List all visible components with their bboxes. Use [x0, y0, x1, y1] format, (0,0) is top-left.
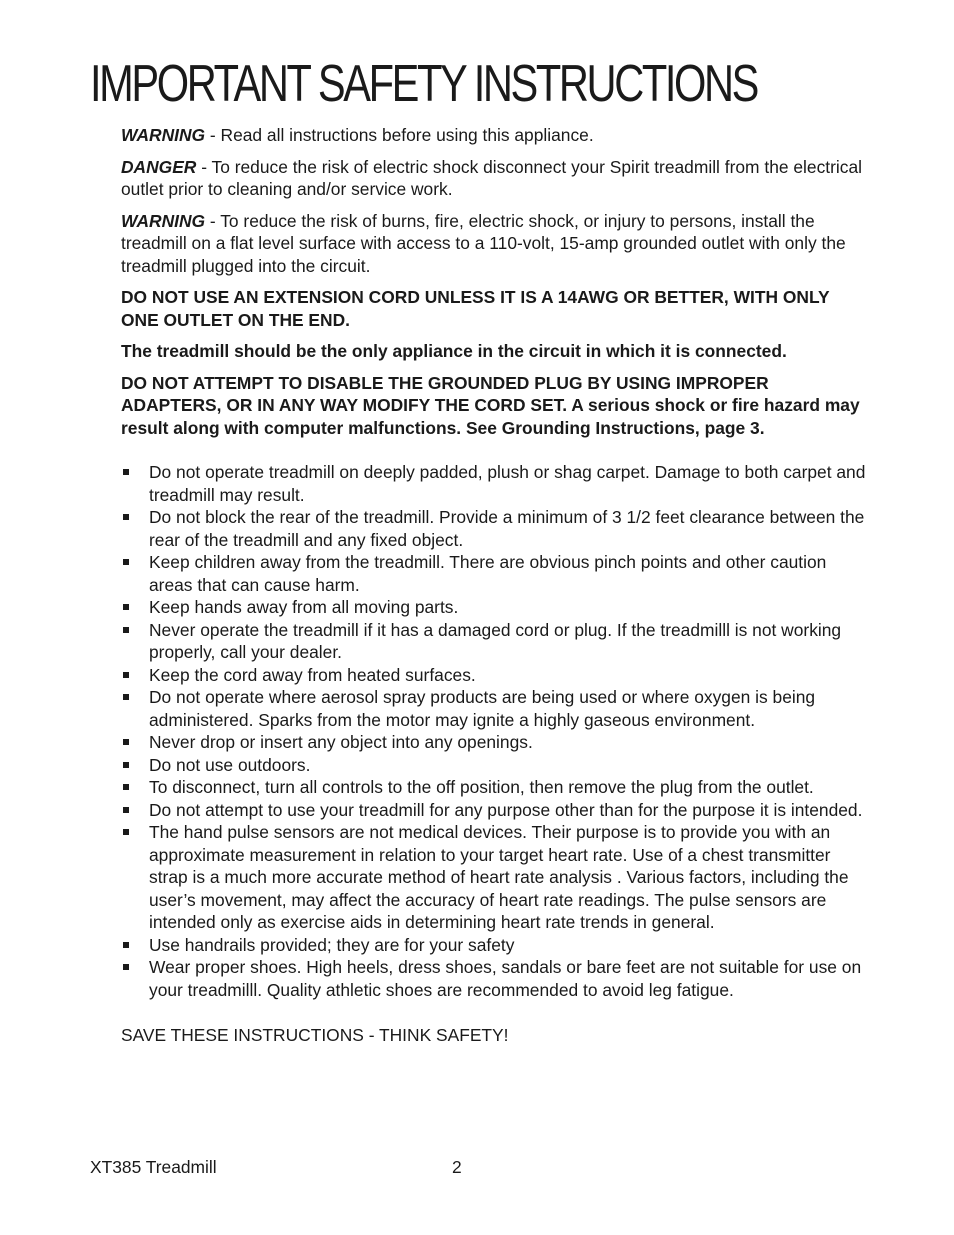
warning-paragraph-1	[121, 124, 866, 147]
bullet-icon	[123, 694, 129, 700]
list-item: Do not operate where aerosol spray products are being used or where oxygen is being administered. Sparks from the motor may ignite a highly gaseous environment.	[121, 686, 866, 731]
circuit-note: The treadmill should be the only appliance in the circuit in which it is connected.	[121, 341, 787, 361]
list-item: Keep the cord away from heated surfaces.	[121, 664, 866, 687]
bullet-icon	[123, 514, 129, 520]
bullet-icon	[123, 469, 129, 475]
warning-paragraph-2	[121, 210, 866, 278]
bullet-icon	[123, 964, 129, 970]
bullet-icon	[123, 942, 129, 948]
bullet-icon	[123, 762, 129, 768]
bullet-icon	[123, 739, 129, 745]
list-item: To disconnect, turn all controls to the off position, then remove the plug from the outlet.	[121, 776, 866, 799]
warning-label: WARNING	[121, 210, 206, 231]
list-item: Wear proper shoes. High heels, dress shoes, sandals or bare feet are not suitable for use on your treadmilll. Quality athletic shoes are recommended to avoid leg fatigue.	[121, 956, 866, 1001]
list-item: The hand pulse sensors are not medical devices. Their purpose is to provide you with an approximate measurement in relation to your target heart rate. Use of a chest transmitter strap is a much more accurate method of heart rate analysis . Various factors, including the user’s movement, may affect the accuracy of heart rate readings. The pulse sensors are intended only as exercise aids in determining heart rate trends in general.	[121, 821, 866, 934]
list-item: Do not block the rear of the treadmill. Provide a minimum of 3 1/2 feet clearance between the rear of the treadmill and any fixed object.	[121, 506, 866, 551]
list-item: Never drop or insert any object into any openings.	[121, 731, 866, 754]
warning-text: - Read all instructions before using this appliance.	[205, 125, 594, 145]
danger-label: DANGER	[121, 156, 197, 177]
list-item: Use handrails provided; they are for your safety	[121, 934, 866, 957]
list-item: Never operate the treadmill if it has a damaged cord or plug. If the treadmilll is not working properly, call your dealer.	[121, 619, 866, 664]
bullet-icon	[123, 672, 129, 678]
danger-text: - To reduce the risk of electric shock disconnect your Spirit treadmill from the electrical outlet prior to cleaning and/or service work.	[121, 156, 862, 199]
warning-label: WARNING	[121, 125, 206, 145]
extension-cord-note: DO NOT USE AN EXTENSION CORD UNLESS IT IS A 14AWG OR BETTER, WITH ONLY ONE OUTLET ON THE END.	[121, 287, 830, 330]
list-item: Do not operate treadmill on deeply padded, plush or shag carpet. Damage to both carpet and treadmill may result.	[121, 461, 866, 506]
instructions-body	[121, 124, 866, 1064]
bullet-icon	[123, 559, 129, 565]
bullet-icon	[123, 784, 129, 790]
safety-bullet-list	[121, 461, 866, 1001]
closing-statement: SAVE THESE INSTRUCTIONS - THINK SAFETY!	[121, 1025, 509, 1045]
bullet-icon	[123, 807, 129, 813]
list-item: Do not use outdoors.	[121, 754, 866, 777]
list-item: Do not attempt to use your treadmill for any purpose other than for the purpose it is intended.	[121, 799, 866, 822]
page-number: 2	[452, 1157, 462, 1177]
grounded-plug-note: DO NOT ATTEMPT TO DISABLE THE GROUNDED PLUG BY USING IMPROPER ADAPTERS, OR IN ANY WAY MODIFY THE CORD SET. A serious shock or fire hazard may result along with computer malfunctions. See Grounding Instructions, page 3.	[121, 372, 860, 438]
danger-paragraph	[121, 156, 866, 201]
warning-text: - To reduce the risk of burns, fire, electric shock, or injury to persons, install the treadmill on a flat level surface with access to a 110-volt, 15-amp grounded outlet with only the treadmill plugged into the circuit.	[121, 210, 846, 276]
list-item: Keep hands away from all moving parts.	[121, 596, 866, 619]
bullet-icon	[123, 604, 129, 610]
bullet-icon	[123, 829, 129, 835]
bullet-icon	[123, 627, 129, 633]
page-title: IMPORTANT SAFETY INSTRUCTIONS	[90, 55, 757, 113]
footer-product-name: XT385 Treadmill	[90, 1157, 217, 1177]
list-item: Keep children away from the treadmill. There are obvious pinch points and other caution areas that can cause harm.	[121, 551, 866, 596]
